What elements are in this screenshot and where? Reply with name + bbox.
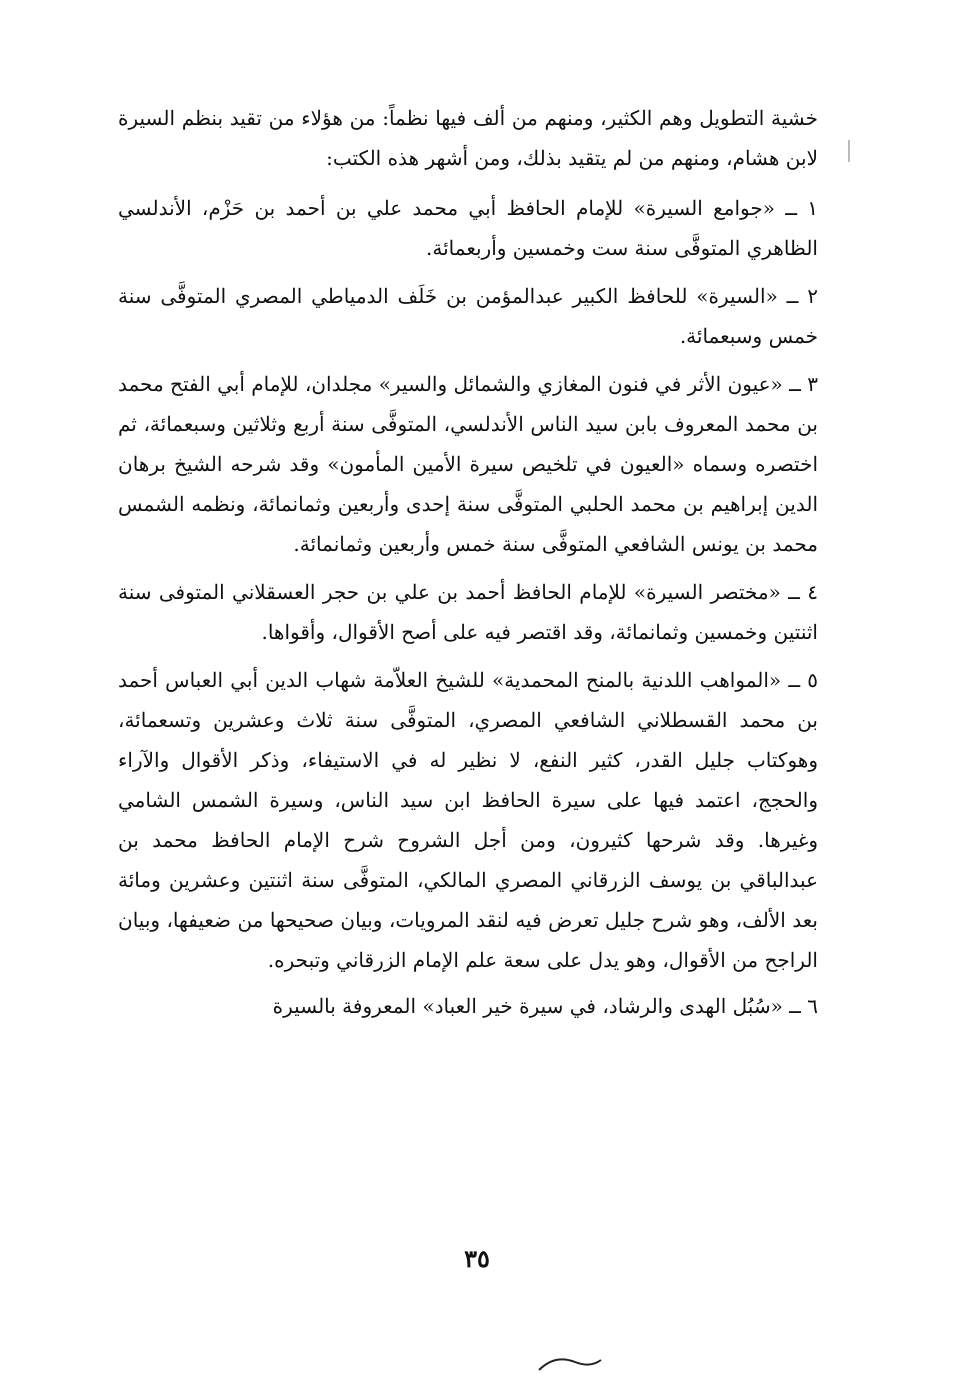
intro-paragraph: خشية التطويل وهم الكثير، ومنهم من ألف فيها نظماً: من هؤلاء من تقيد بنظم السيرة لابن هشام، ومنهم من لم يتقيد بذلك، ومن أشهر هذه الكتب: [118, 106, 818, 170]
list-item-1: ١ ــ «جوامع السيرة» للإمام الحافظ أبي محمد علي بن أحمد بن حَزْم، الأندلسي الظاهري المتوفَّى سنة ست وخمسين وأربعمائة. [118, 196, 818, 260]
list-item-6: ٦ ــ «سُبُل الهدى والرشاد، في سيرة خير العباد» المعروفة بالسيرة [272, 994, 818, 1018]
list-item-2: ٢ ــ «السيرة» للحافظ الكبير عبدالمؤمن بن خَلَف الدمياطي المصري المتوفَّى سنة خمس وسبعمائة. [118, 284, 818, 348]
scan-artifact-mark [535, 1352, 605, 1374]
list-item-4: ٤ ــ «مختصر السيرة» للإمام الحافظ أحمد بن علي بن حجر العسقلاني المتوفى سنة اثنتين وخمسين وثمانمائة، وقد اقتصر فيه على أصح الأقوال، وأقواها. [118, 580, 818, 644]
page-number: ٣٥ [464, 1244, 490, 1273]
list-item-3: ٣ ــ «عيون الأثر في فنون المغازي والشمائل والسير» مجلدان، للإمام أبي الفتح محمد بن محمد المعروف بابن سيد الناس الأندلسي، المتوفَّى سنة أربع وثلاثين وسبعمائة، ثم اختصره وسماه «العيون في تلخيص سيرة الأمين المأمون» وقد شرحه الشيخ برهان الدين إبراهيم بن محمد الحلبي المتوفَّى سنة إحدى وأربعين وثمانمائة، ونظمه الشمس محمد بن يونس الشافعي المتوفَّى سنة خمس وأربعين وثمانمائة. [118, 372, 818, 556]
scan-edge-mark [848, 140, 850, 162]
list-item-5: ٥ ــ «المواهب اللدنية بالمنح المحمدية» للشيخ العلاّمة شهاب الدين أبي العباس أحمد بن محمد القسطلاني الشافعي المصري، المتوفَّى سنة ثلاث وعشرين وتسعمائة، وهوكتاب جليل القدر، كثير النفع، لا نظير له في الاستيفاء، وذكر الأقوال والآراء والحجج، اعتمد فيها على سيرة الحافظ ابن سيد الناس، وسيرة الشمس الشامي وغيرها. وقد شرحها كثيرون، ومن أجل الشروح شرح الإمام الحافظ محمد بن عبدالباقي بن يوسف الزرقاني المصري المالكي، المتوفَّى سنة اثنتين وعشرين ومائة بعد الألف، وهو شرح جليل تعرض فيه لنقد المرويات، وبيان صحيحها من ضعيفها، وبيان الراجح من الأقوال، وهو يدل على سعة علم الإمام الزرقاني وتبحره. [118, 668, 818, 972]
body-text [118, 98, 818, 1034]
